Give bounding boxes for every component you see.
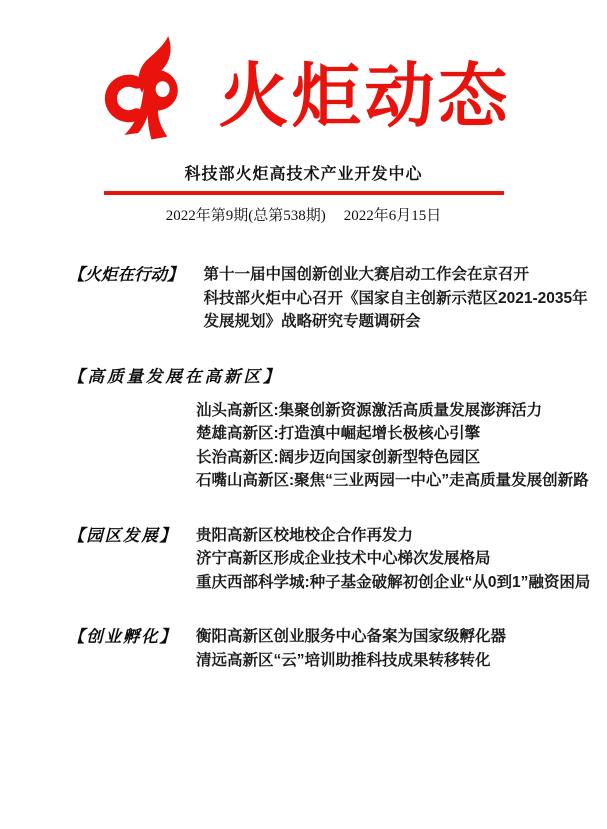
toc-item: 清远高新区“云”培训助推科技成果转移转化 [196, 651, 491, 669]
toc-item: 重庆西部科学城:种子基金破解初创企业“从0到1”融资困局 [196, 573, 591, 591]
toc-item: 楚雄高新区:打造滇中崛起增长极核心引擎 [196, 425, 481, 442]
table-of-contents [0, 225, 607, 672]
section-torch-in-action [68, 263, 595, 334]
section-label: 【园区发展】 [68, 525, 176, 545]
issue-number: 2022年第9期(总第538期) [165, 208, 326, 224]
section-high-quality-development [68, 365, 595, 493]
section-startup-incubation [68, 625, 595, 672]
section-items [196, 399, 595, 493]
masthead [0, 0, 607, 146]
toc-item: 长治高新区:阔步迈向国家创新型特色园区 [196, 448, 481, 466]
toc-item: 科技部火炬中心召开《国家自主创新示范区2021-2035年发展规划》战略研究专题调研会 [203, 289, 588, 330]
issue-date: 2022年6月15日 [343, 208, 442, 224]
issue-line [0, 204, 607, 225]
toc-item: 衡阳高新区创业服务中心备案为国家级孵化器 [196, 628, 507, 645]
section-items [196, 625, 595, 672]
newsletter-title: 火炬动态 [218, 55, 511, 137]
section-items [204, 263, 596, 334]
toc-item: 汕头高新区:集聚创新资源激活高质量发展澎湃活力 [196, 401, 543, 419]
red-divider-rule [104, 191, 504, 195]
toc-item: 第十一届中国创新创业大赛启动工作会在京召开 [203, 266, 530, 283]
toc-item: 济宁高新区形成企业技术中心梯次发展格局 [196, 550, 491, 567]
section-items [196, 524, 595, 595]
toc-item: 石嘴山高新区:聚焦“三业两园一中心”走高质量发展创新路 [196, 472, 589, 489]
section-label: 【高质量发展在高新区】 [68, 366, 283, 386]
organization-name: 科技部火炬高技术产业开发中心 [184, 166, 423, 183]
section-label: 【火炬在行动】 [68, 265, 184, 284]
section-park-development [68, 524, 595, 595]
toc-item: 贵阳高新区校地校企合作再发力 [196, 526, 414, 544]
torch-flame-logo-icon [97, 36, 191, 146]
section-label: 【创业孵化】 [68, 627, 176, 646]
